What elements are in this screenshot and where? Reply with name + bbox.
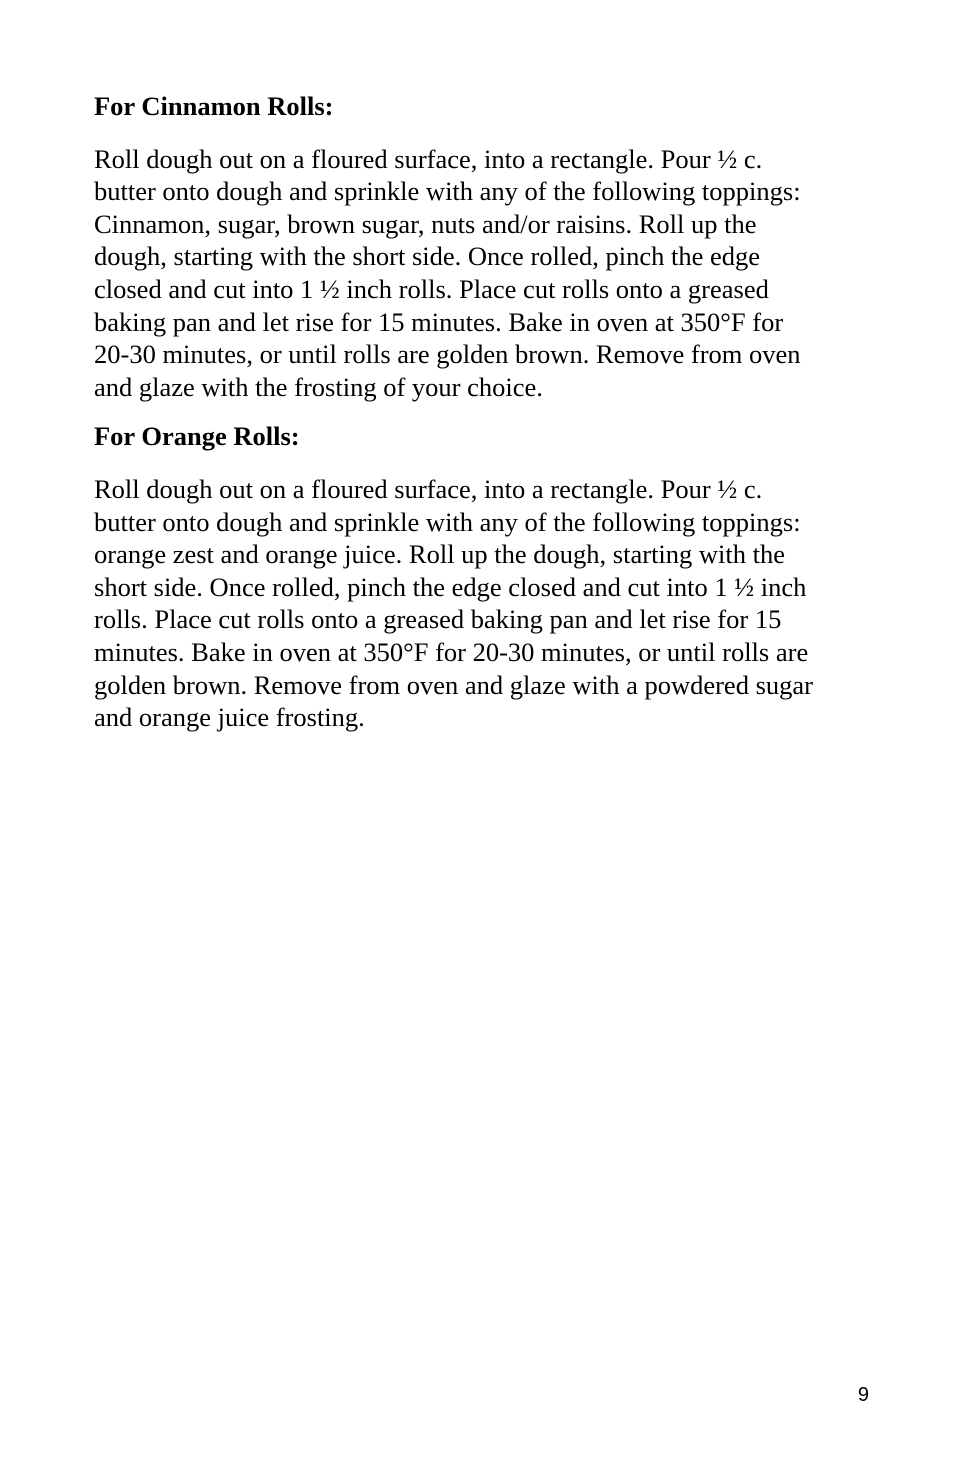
text-line: and orange juice frosting. [94,702,365,733]
text-line: golden brown. Remove from oven and glaze with a powdered sugar [94,669,813,700]
text-line: and glaze with the frosting of your choice. [94,371,543,402]
text-line: Roll dough out on a floured surface, into a rectangle. Pour ½ c. [94,473,763,504]
recipe-content [94,90,869,751]
text-line: Roll dough out on a floured surface, into a rectangle. Pour ½ c. [94,143,763,174]
section-body-orange-rolls [94,473,869,734]
text-line: Cinnamon, sugar, brown sugar, nuts and/or raisins. Roll up the [94,208,757,239]
text-line: butter onto dough and sprinkle with any of the following toppings: [94,176,801,207]
text-line: minutes. Bake in oven at 350°F for 20-30 minutes, or until rolls are [94,636,809,667]
text-line: 20-30 minutes, or until rolls are golden brown. Remove from oven [94,339,801,370]
text-line: dough, starting with the short side. Once rolled, pinch the edge [94,241,761,272]
page-number: 9 [857,1384,869,1406]
text-line: butter onto dough and sprinkle with any of the following toppings: [94,506,801,537]
text-line: closed and cut into 1 ½ inch rolls. Place cut rolls onto a greased [94,273,769,304]
section-heading-orange-rolls: For Orange Rolls: [94,421,300,452]
text-line: short side. Once rolled, pinch the edge closed and cut into 1 ½ inch [94,571,807,602]
section-heading-cinnamon-rolls: For Cinnamon Rolls: [94,91,334,121]
text-line: baking pan and let rise for 15 minutes. Bake in oven at 350°F for [94,306,784,337]
text-line: rolls. Place cut rolls onto a greased baking pan and let rise for 15 [94,604,782,635]
section-body-cinnamon-rolls [94,143,869,404]
text-line: orange zest and orange juice. Roll up the dough, starting with the [94,539,786,570]
